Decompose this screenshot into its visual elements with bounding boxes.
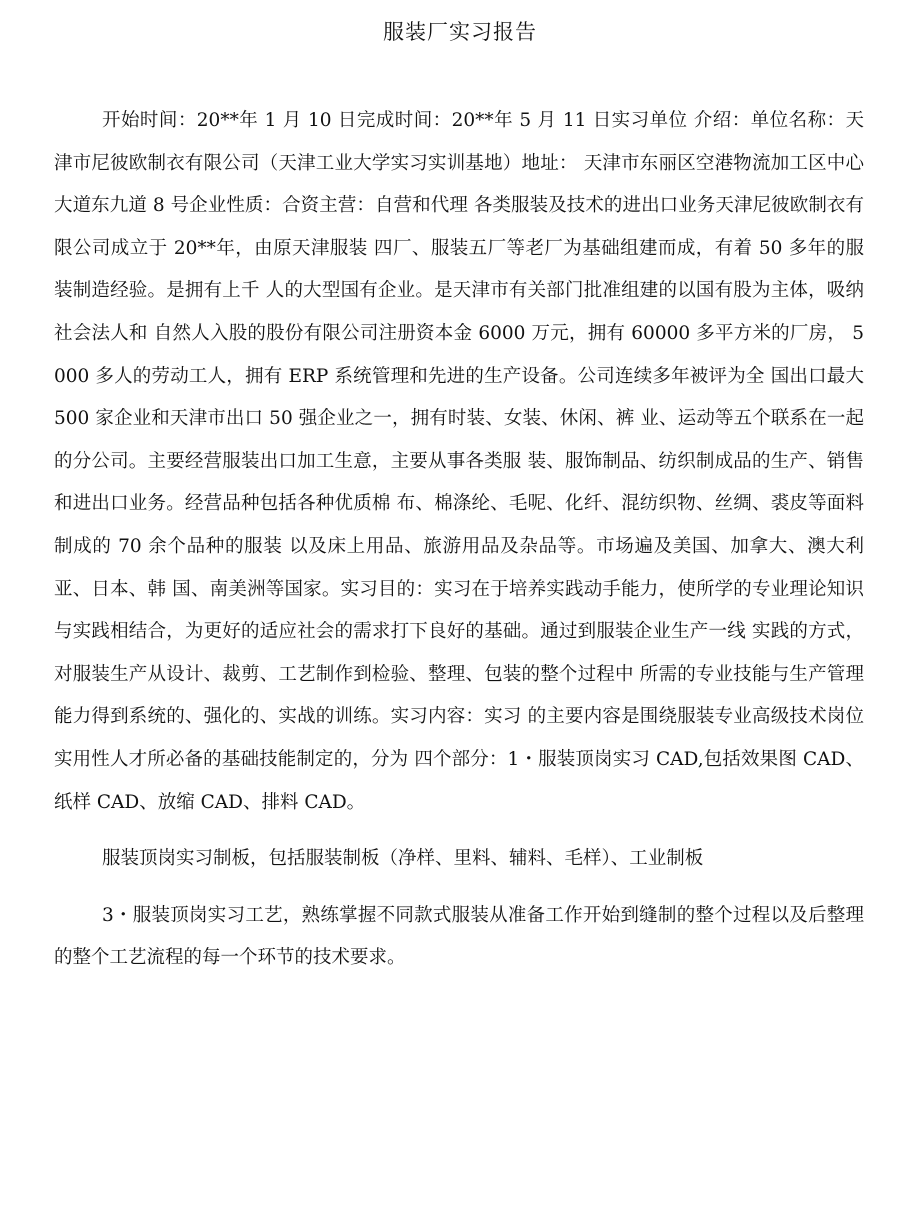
document-body: [54, 100, 864, 980]
paragraph-pattern-making: 服装顶岗实习制板，包括服装制板（净样、里料、辅料、毛样）、工业制板: [102, 848, 704, 870]
paragraph-company-intro: 开始时间：20**年 1 月 10 日完成时间：20**年 5 月 11 日实习单位 介绍：单位名称：天津市尼彼欧制衣有限公司（天津工业大学实习实训基地）地址： 天津市东丽区空港物流加工区中心大道东九道 8 号企业性质：合资主营：自营和代理 各类服装及技术的进出口业务天津尼彼欧制衣有限公司成立于 20**年，由原天津服装 四厂、服装五厂等老厂为基础组建而成，有着 50 多年的服装制造经验。是拥有上千 人的大型国有企业。是天津市有关部门批准组建的以国有股为主体，吸纳社会法人和 自然人入股的股份有限公司注册资本金 6000 万元，拥有 60000 多平方米的厂房， 5000 多人的劳动工人，拥有 ERP 系统管理和先进的生产设备。公司连续多年被评为全 国出口最大 500 家企业和天津市出口 50 强企业之一，拥有时装、女装、休闲、裤 业、运动等五个联系在一起的分公司。主要经营服装出口加工生意，主要从事各类服 装、服饰制品、纺织制成品的生产、销售和进出口业务。经营品种包括各种优质棉 布、棉涤纶、毛呢、化纤、混纺织物、丝绸、裘皮等面料制成的 70 余个品种的服装 以及床上用品、旅游用品及杂品等。市场遍及美国、加拿大、澳大利亚、日本、韩 国、南美洲等国家。实习目的：实习在于培养实践动手能力，使所学的专业理论知识 与实践相结合，为更好的适应社会的需求打下良好的基础。通过到服装企业生产一线 实践的方式，对服装生产从设计、裁剪、工艺制作到检验、整理、包装的整个过程中 所需的专业技能与生产管理能力得到系统的、强化的、实战的训练。实习内容：实习 的主要内容是围绕服装专业高级技术岗位实用性人才所必备的基础技能制定的，分为 四个部分：1・服装顶岗实习 CAD,包括效果图 CAD、纸样 CAD、放缩 CAD、排料 CAD。: [54, 110, 864, 813]
document-title: 服装厂实习报告: [383, 20, 537, 44]
paragraph-craft: 3・服装顶岗实习工艺，熟练掌握不同款式服装从准备工作开始到缝制的整个过程以及后整理的整个工艺流程的每一个环节的技术要求。: [54, 904, 864, 969]
